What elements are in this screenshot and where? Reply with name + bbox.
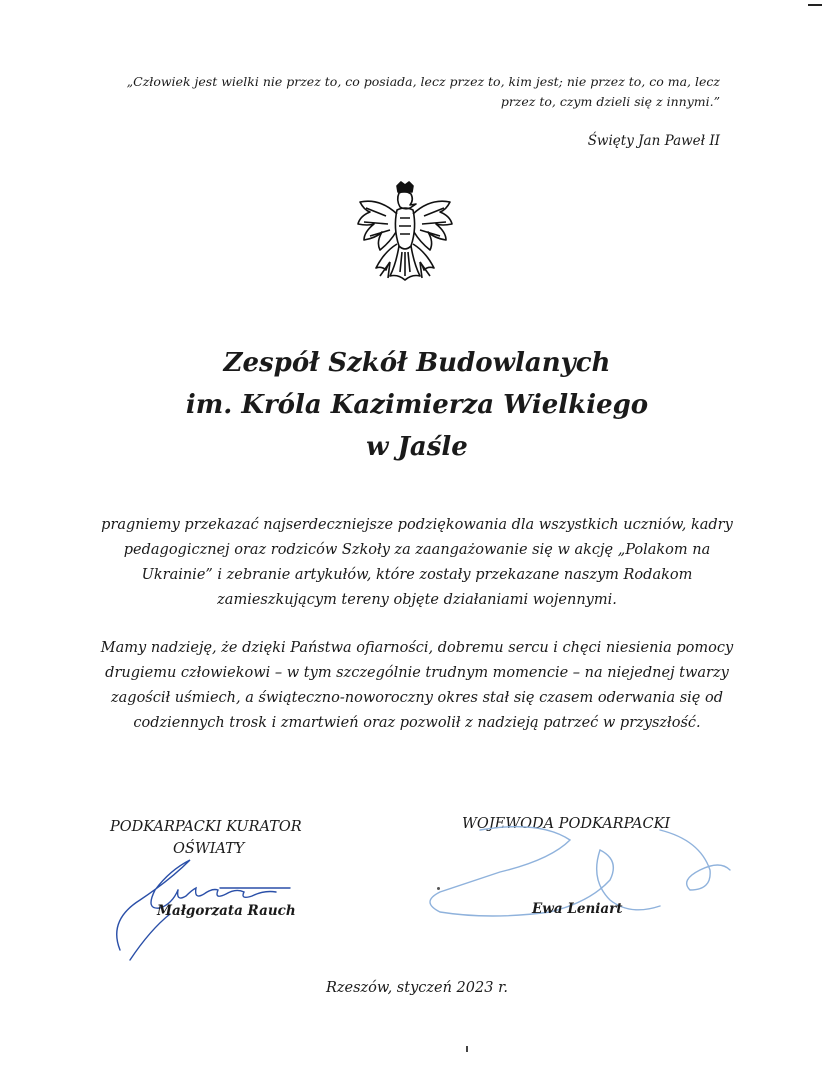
left-signatory-title-line-2: OŚWIATY — [173, 841, 245, 857]
title-line-1: Zespół Szkół Budowlanych — [223, 348, 611, 378]
left-signatory-name: Małgorzata Rauch — [157, 903, 296, 919]
right-signatory-name: Ewa Leniart — [532, 901, 623, 917]
body-paragraph-1: pragniemy przekazać najserdeczniejsze podziękowania dla wszystkich uczniów, kadry pedagogicznej oraz rodziców Szkoły za zaangażowanie się w akcję „Polakom na Ukrainie” i zebranie artykułów, które zostały przekazane naszym Rodakom zamieszkującym tereny objęte działaniami wojennymi. — [101, 517, 733, 608]
place-and-date: Rzeszów, styczeń 2023 r. — [325, 980, 509, 996]
scan-foot-mark — [466, 1046, 468, 1052]
school-name-title — [0, 342, 834, 468]
polish-white-eagle-icon — [350, 180, 460, 295]
signature-dot — [437, 887, 440, 890]
left-signatory-title: PODKARPACKI KURATOR — [110, 819, 302, 835]
quote-author: Święty Jan Paweł II — [587, 133, 720, 149]
title-line-2: im. Króla Kazimierza Wielkiego — [185, 390, 649, 420]
title-line-3: w Jaśle — [366, 432, 468, 462]
right-signatory-title: WOJEWODA PODKARPACKI — [462, 816, 671, 832]
quote-text: „Człowiek jest wielki nie przez to, co posiada, lecz przez to, kim jest; nie przez to, co ma, lecz przez to, czym dzieli się z innymi.” — [126, 74, 720, 109]
scan-edge-mark — [808, 4, 822, 6]
body-paragraph-2: Mamy nadzieję, że dzięki Państwa ofiarności, dobremu sercu i chęci niesienia pomocy drugiemu człowiekowi – w tym szczególnie trudnym momencie – na niejednej twarzy zagościł uśmiech, a świąteczno-noworoczny okres stał się czasem oderwania się od codziennych trosk i zmartwień oraz pozwolił z nadzieją patrzeć w przyszłość. — [100, 640, 734, 731]
